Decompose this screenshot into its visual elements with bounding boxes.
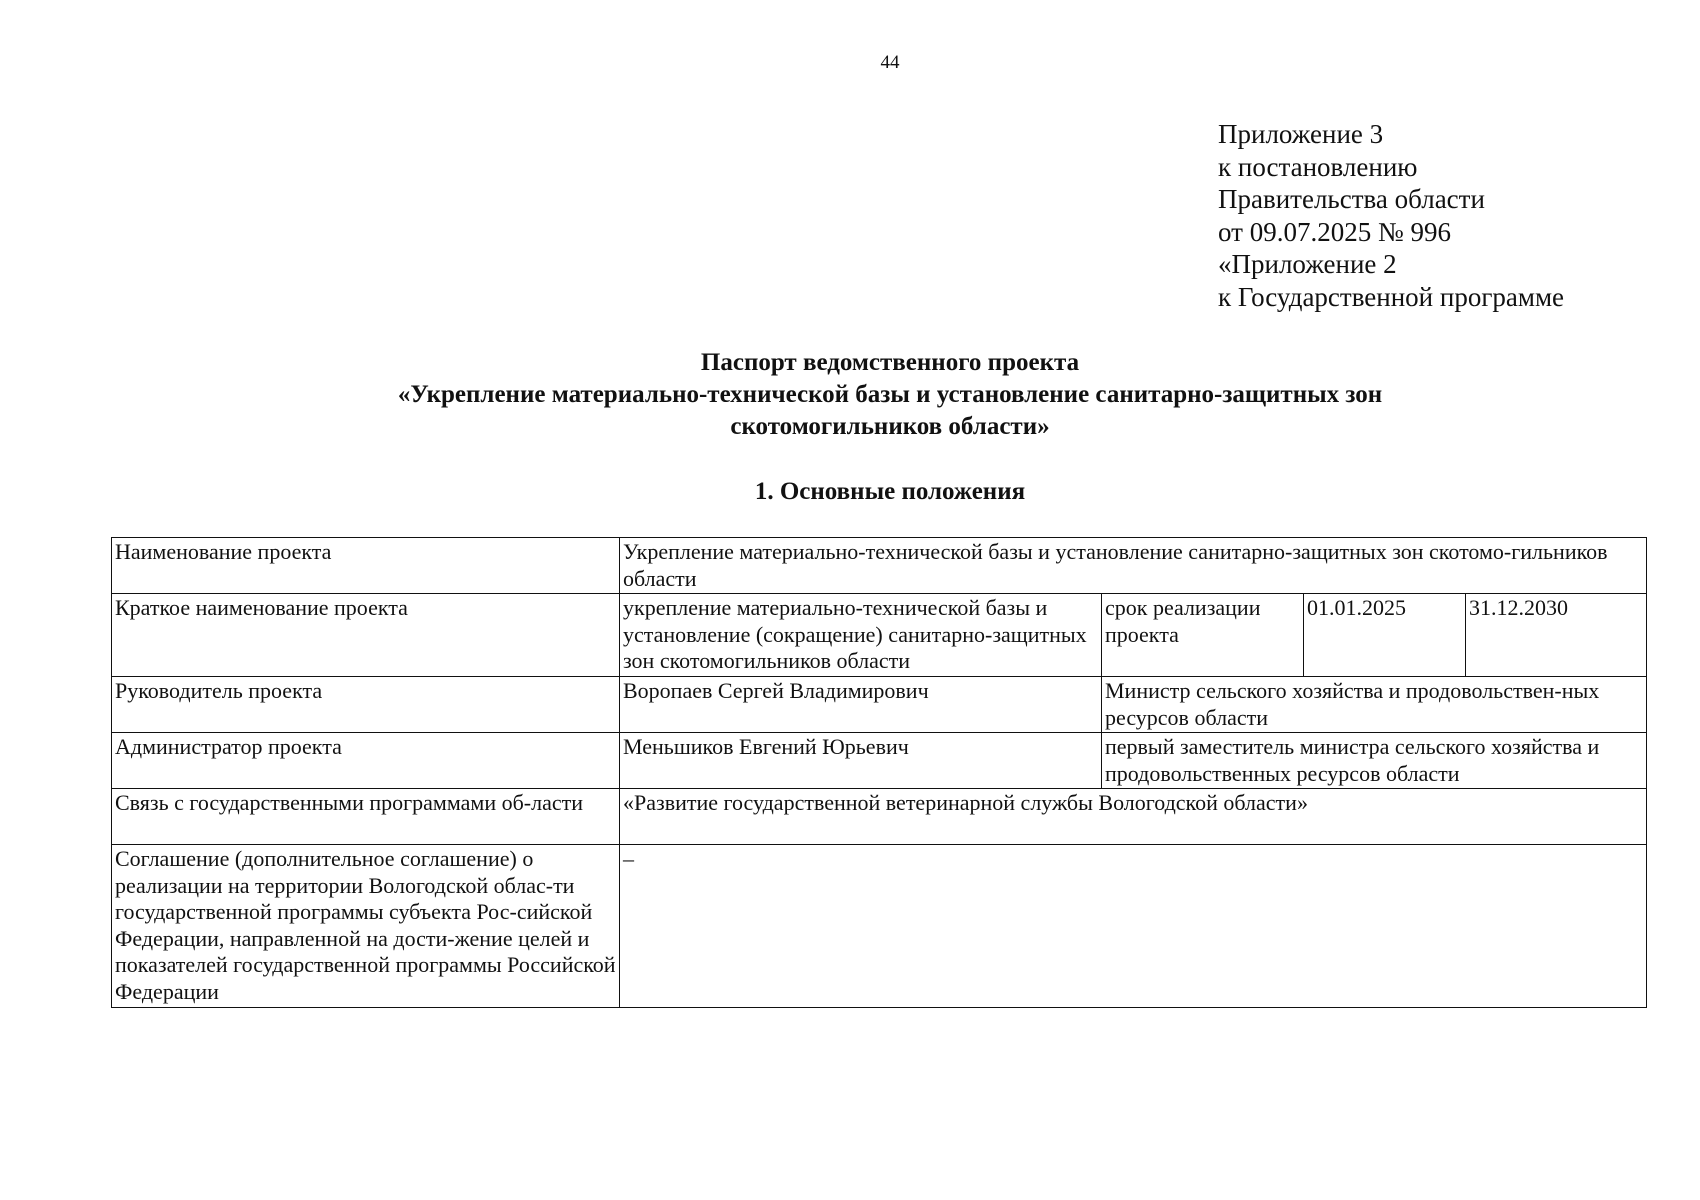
appendix-line: к постановлению [1218, 151, 1418, 182]
appendix-line: к Государственной программе [1218, 281, 1565, 312]
short-name-label: Краткое наименование проекта [112, 594, 620, 677]
agreement-label: Соглашение (дополнительное соглашение) о реализации на территории Вологодской облас-ти государственной программы субъекта Рос-сийской Федерации, направленной на дости-жение целей и показателей государственной программы Российской Федерации [112, 845, 620, 1008]
appendix-line: Правительства области [1218, 184, 1485, 214]
head-name: Воропаев Сергей Владимирович [620, 677, 1102, 733]
project-name-label: Наименование проекта [112, 538, 620, 594]
table-row [112, 789, 1647, 845]
title-line-1: Паспорт ведомственного проекта [700, 349, 1080, 376]
project-passport-table [111, 537, 1647, 1008]
agreement-value: – [620, 845, 1647, 1008]
table-row [112, 845, 1647, 1008]
appendix-line: «Приложение 2 [1218, 249, 1397, 279]
section-heading: 1. Основные положения [754, 478, 1026, 505]
administrator-label: Администратор проекта [112, 733, 620, 789]
table-row [112, 677, 1647, 733]
start-date: 01.01.2025 [1304, 594, 1466, 677]
table-row [112, 538, 1647, 594]
administrator-name: Меньшиков Евгений Юрьевич [620, 733, 1102, 789]
appendix-line: от 09.07.2025 № 996 [1218, 216, 1451, 247]
programs-link-label: Связь с государственными программами об-ласти [112, 789, 620, 845]
administrator-position: первый заместитель министра сельского хозяйства и продовольственных ресурсов области [1102, 733, 1647, 789]
page-number: 44 [880, 52, 900, 73]
appendix-line: Приложение 3 [1218, 119, 1384, 149]
head-position: Министр сельского хозяйства и продовольствен-ных ресурсов области [1102, 677, 1647, 733]
table-row [112, 733, 1647, 789]
period-label: срок реализации проекта [1102, 594, 1304, 677]
table-row [112, 594, 1647, 677]
head-label: Руководитель проекта [112, 677, 620, 733]
short-name-value: укрепление материально-технической базы и установление (сокращение) санитарно-защитных зон скотомогильников области [620, 594, 1102, 677]
title-line-3: скотомогильников области» [730, 413, 1050, 440]
appendix-note [1218, 118, 1678, 313]
document-title [100, 347, 1680, 443]
title-line-2: «Укрепление материально-технической базы и установление санитарно-защитных зон [397, 381, 1383, 408]
programs-link-value: «Развитие государственной ветеринарной службы Вологодской области» [620, 789, 1647, 845]
project-name-value: Укрепление материально-технической базы и установление санитарно-защитных зон скотомо-гильников области [620, 538, 1647, 594]
end-date: 31.12.2030 [1466, 594, 1647, 677]
